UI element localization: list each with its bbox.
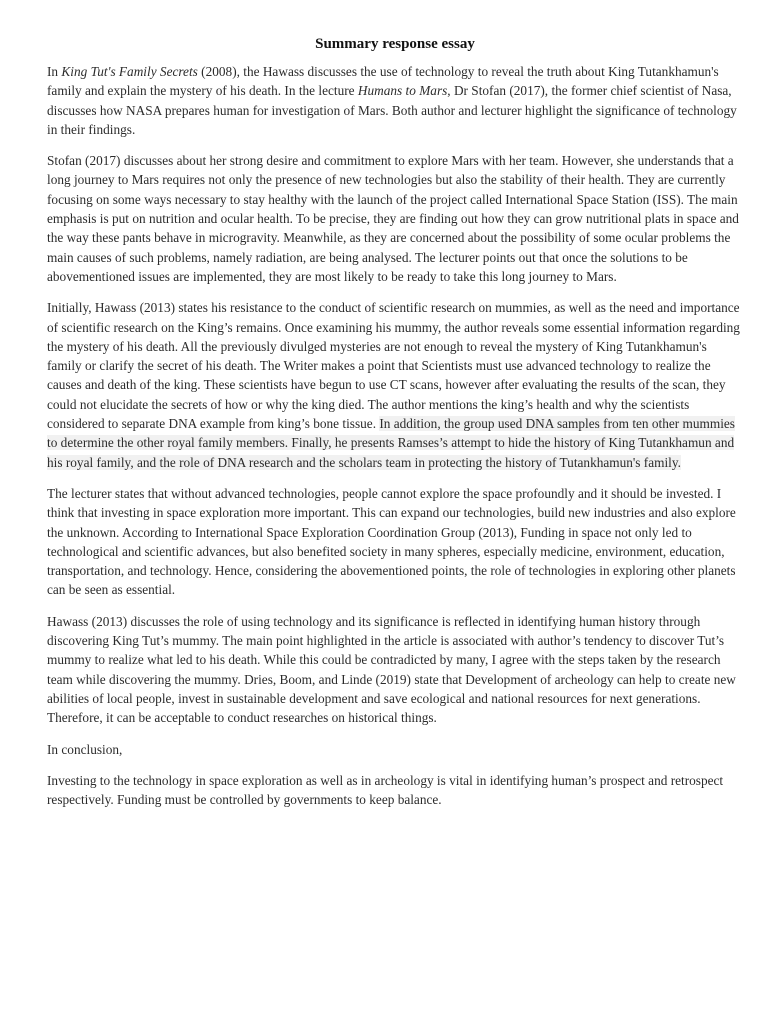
paragraph-conclusion: Investing to the technology in space exploration as well as in archeology is vital in identifying human’s prospect and retrospect respectively. Funding must be controlled by governments to keep balance. (47, 772, 724, 808)
paragraph-text: In (47, 64, 62, 79)
paragraph-text: Initially, Hawass (2013) states his resistance to the conduct of scientific research on mummies, as well as the need and importance of scientific research on the King’s remains. Once examining his mummy, the author reveals some essential information regarding the mystery of his death. All the previously divulged mysteries are not enough to reveal the mystery of King Tutankhamun's family or clarify the secret of his death. The Writer makes a point that Scientists must use advanced technology to realize the causes and death of the king. These scientists have begun to use CT scans, however after evaluating the results of the scan, they could not elucidate the secrets of how or why the king died. The author mentions the king’s health and why the scientists considered to separate DNA example from king’s bone tissue. (47, 300, 740, 432)
paragraph-text: (2008), the Hawass discusses the use of technology to reveal the truth about King Tutankhamun's family and explain the mystery of his death. In the lecture (47, 64, 719, 99)
book-title: King Tut's Family Secrets (61, 64, 198, 79)
lecture-title: Humans to Mars (357, 83, 448, 99)
paragraph-introduction (47, 62, 743, 139)
paragraph-text: , Dr Stofan (2017), the former chief scientist of Nasa, discusses how NASA prepares human for investigation of Mars. Both author and lecturer highlight the significance of technology in their findings. (47, 83, 737, 137)
highlighted-text: In addition, the group used DNA samples from ten other mummies to determine the other royal family members. Finally, he presents Ramses’s attempt to hide the history of King Tutankhamun and his royal family, and the role of DNA research and the scholars team in protecting the history of Tutankhamun's family. (47, 416, 735, 470)
document-page (47, 34, 743, 821)
paragraph-lecture-response: The lecturer states that without advanced technologies, people cannot explore the space profoundly and it should be invested. I think that investing in space exploration more important. This can expand our technologies, build new industries and also explore the unknown. According to International Space Exploration Coordination Group (2013), Funding in space not only led to technological and scientific advances, but also benefited society in many spheres, especially medicine, environment, education, transportation, and technology. Hence, considering the abovementioned points, the role of technologies in exploring other planets can be seen as essential. (47, 485, 736, 598)
paragraph-conclusion-heading: In conclusion, (47, 741, 123, 757)
paragraph-article-response: Hawass (2013) discusses the role of using technology and its significance is reflected in identifying human history through discovering King Tut’s mummy. The main point highlighted in the article is associated with author’s tendency to discover Tut’s mummy to realize what led to his death. While this could be contradicted by many, I agree with the steps taken by the research team while discovering the mummy. Dries, Boom, and Linde (2019) state that Development of archeology can help to create new abilities of local people, invest in sustainable development and save ecological and national resources for next generations. Therefore, it can be acceptable to conduct researches on historical things. (47, 613, 736, 726)
paragraph-hawass-summary (47, 298, 743, 472)
document-title: Summary response essay (315, 36, 475, 52)
paragraph-stofan-summary: Stofan (2017) discusses about her strong desire and commitment to explore Mars with her team. However, she understands that a long journey to Mars requires not only the presence of new technologies but also the stability of their health. They are currently focusing on some ways necessary to stay healthy with the launch of the project called International Space Station (ISS). The main emphasis is put on nutrition and ocular health. To be precise, they are finding out how they can grow nutritional plats in space and the way these pants behave in microgravity. Meanwhile, as they are concerned about the possibility of some ocular problems the main causes of such problems, namely radiation, are being analysed. The lecturer points out that once the solutions to be abovementioned issues are implemented, they are most likely to be ready to take this long journey to Mars. (47, 153, 739, 284)
